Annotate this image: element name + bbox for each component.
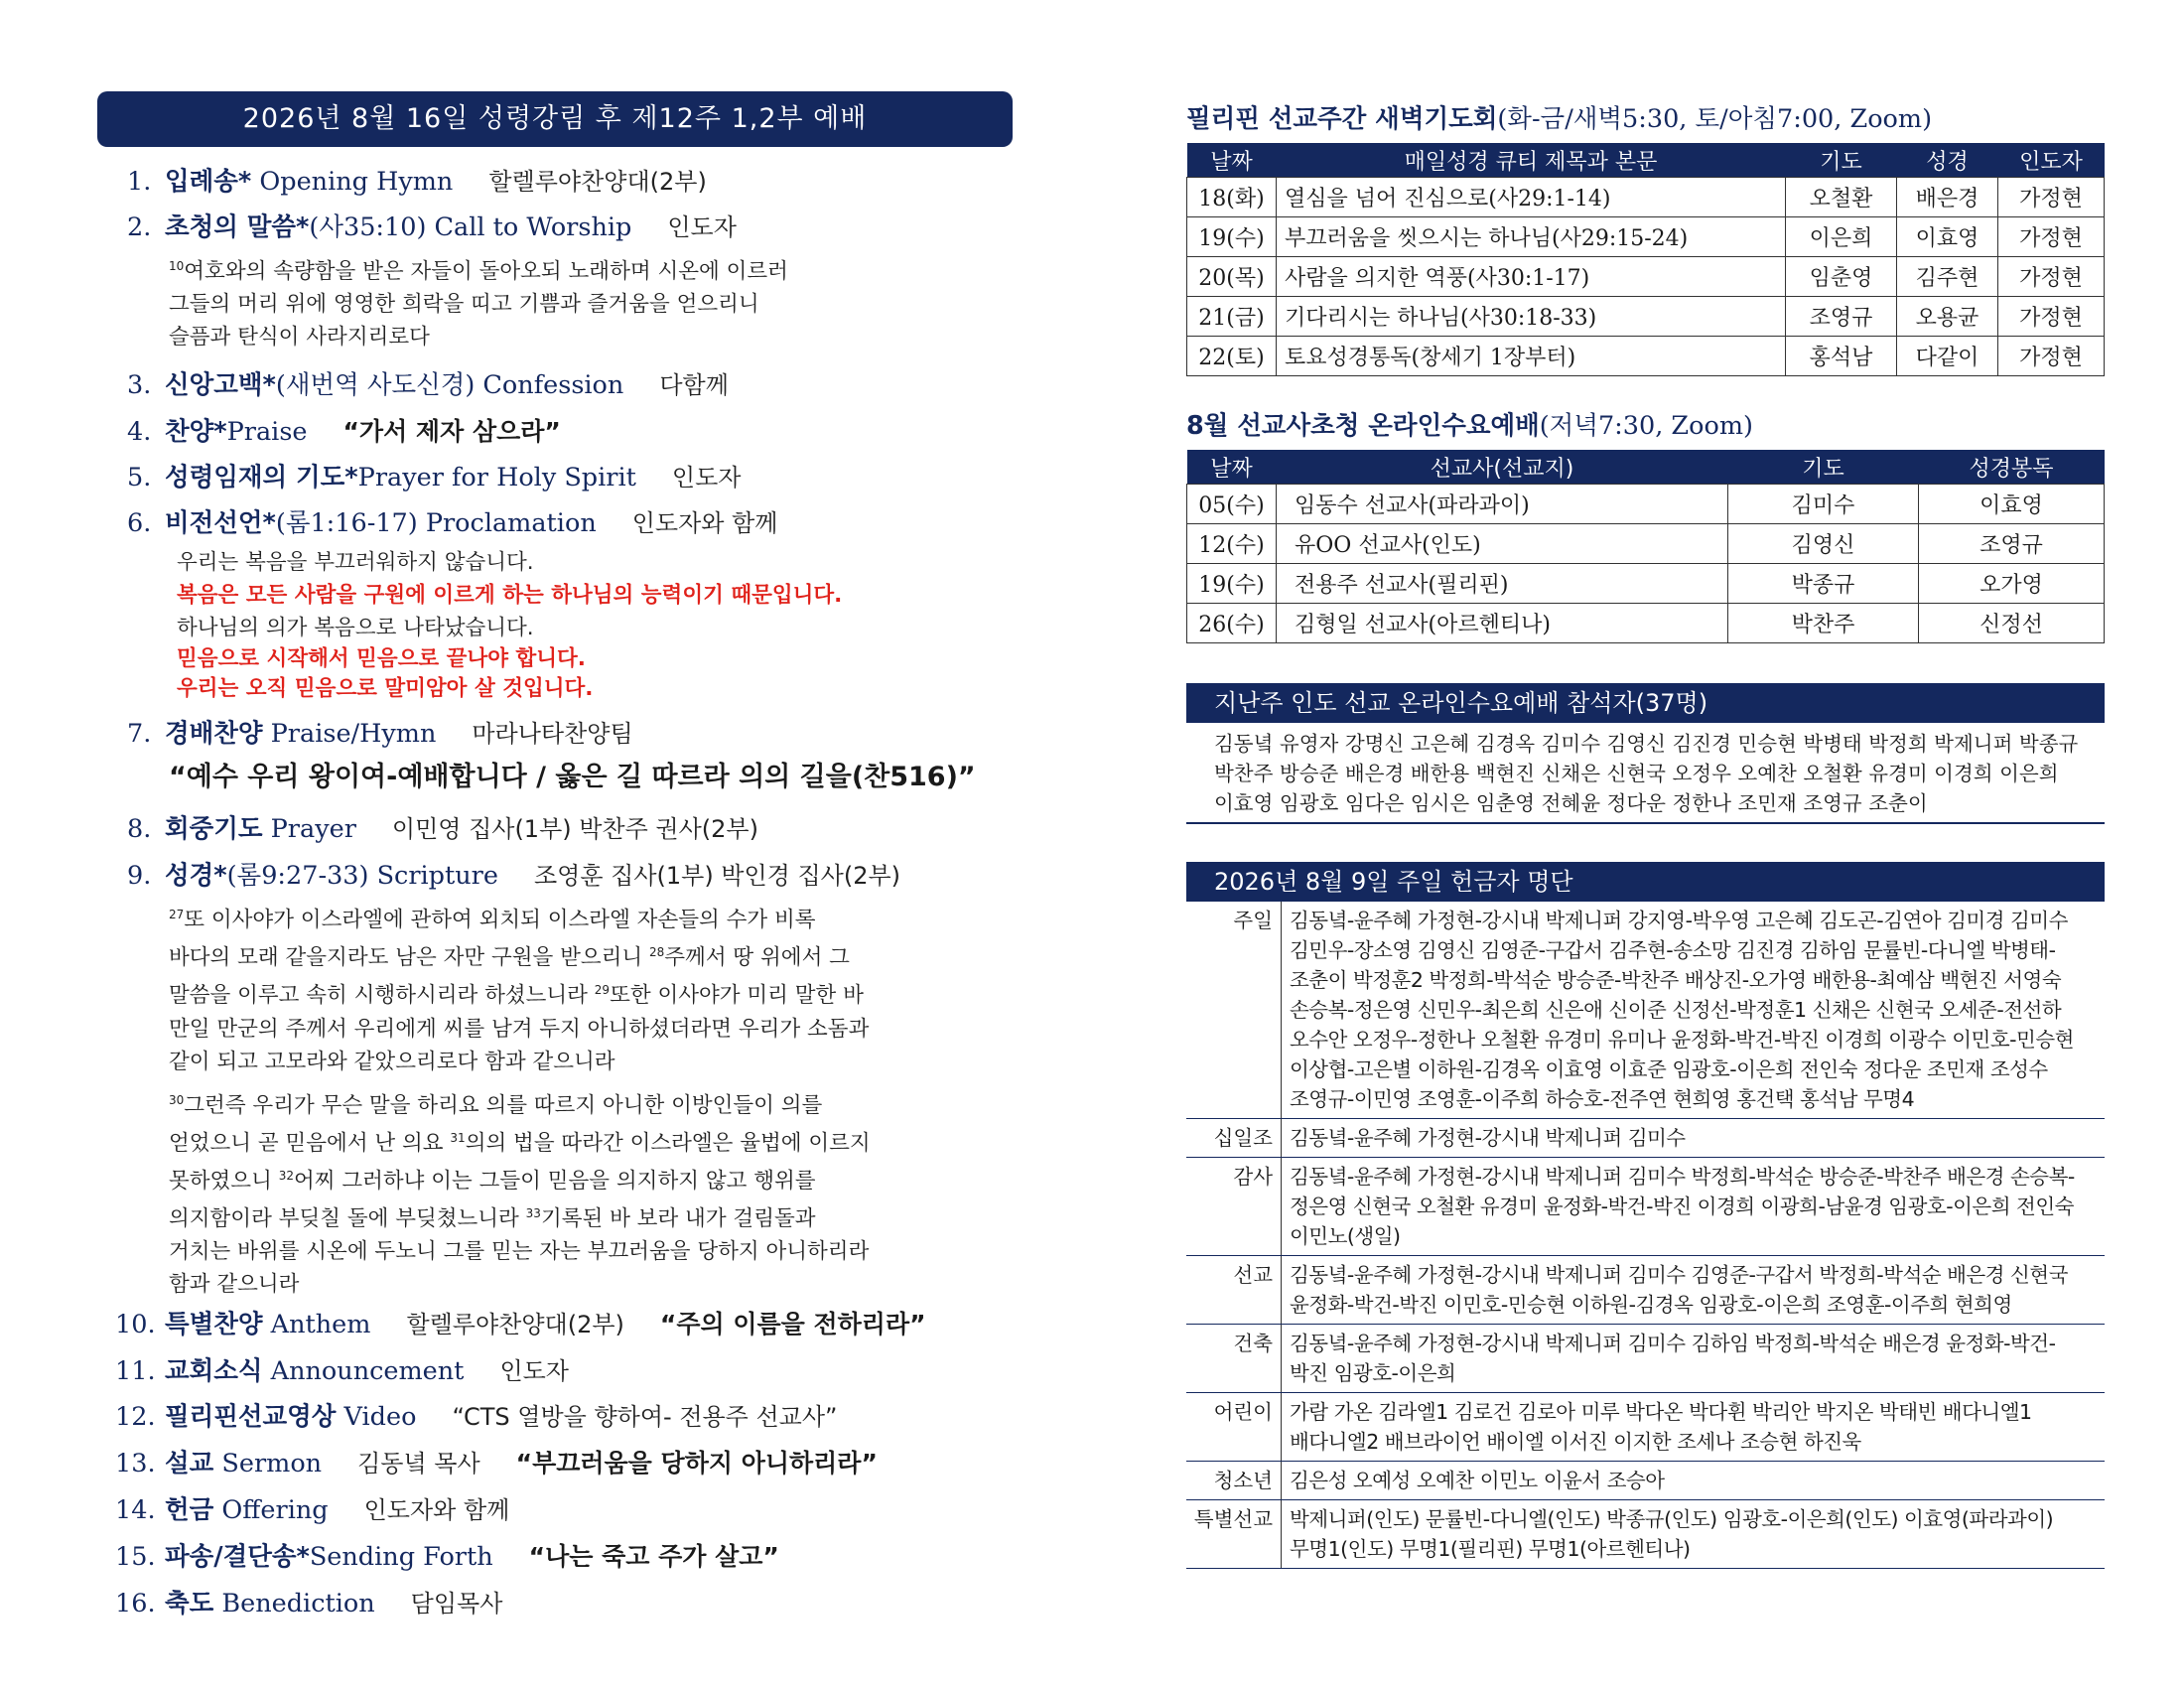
- table-cell: 가정현: [1998, 257, 2105, 297]
- worship-item: [115, 1533, 1013, 1581]
- item-english: Sermon: [213, 1449, 323, 1479]
- worship-item: [115, 1581, 1013, 1626]
- offering-row: [1186, 902, 2105, 1119]
- section-subtitle: (저녁7:30, Zoom): [1539, 411, 1753, 441]
- table-header-row: [1187, 143, 2105, 178]
- item-title: 필리핀선교영상: [165, 1402, 337, 1433]
- item-title: 경배찬양: [165, 719, 263, 750]
- announcements-column: [1186, 99, 2105, 1569]
- verse-number: 31: [450, 1130, 466, 1145]
- table-row: [1187, 337, 2105, 376]
- offering-row: [1186, 1119, 2105, 1158]
- item-title: 입례송*: [165, 167, 252, 197]
- table-cell: 19(수): [1187, 217, 1277, 257]
- item-title: 비전선언*: [165, 508, 276, 539]
- item-english: Prayer: [262, 814, 356, 845]
- item-leader: 담임목사: [410, 1590, 503, 1618]
- column-header: 기도: [1786, 143, 1897, 178]
- item-english: (롬1:16-17) Proclamation: [275, 508, 597, 539]
- worship-item: [127, 409, 1013, 455]
- text-line: 김동녘 유영자 강명신 고은혜 김경옥 김미수 김영신 김진경 민승현 박병태 박정희 박제니퍼 박종규: [1214, 732, 2079, 756]
- item-title: 특별찬양: [165, 1310, 263, 1340]
- item-title: 찬양*: [165, 417, 227, 448]
- table-cell: 배은경: [1897, 178, 1998, 217]
- item-number: 9.: [127, 861, 152, 892]
- item-leader: “CTS 열방을 향하여- 전용주 선교사”: [452, 1403, 838, 1432]
- text-line: 김동녘-윤주혜 가정현-강시내 박제니퍼 김미수 김영준-구갑서 박정희-박석순 배은경 신현국: [1290, 1263, 2068, 1287]
- item-number: 3.: [127, 370, 152, 401]
- item-title: 교회소식: [165, 1356, 263, 1387]
- text-line: 김동녘-윤주혜 가정현-강시내 박제니퍼 김미수 김하임 박정희-박석순 배은경 윤정화-박건-: [1290, 1332, 2056, 1355]
- text-line: 조춘이 박정훈2 박정희-박석순 방승준-박찬주 배상진-오가영 배한용-최예삼 백현진 서영숙: [1290, 968, 2062, 992]
- item-title: 성경*: [165, 861, 227, 892]
- table-cell: 김형일 선교사(아르헨티나): [1277, 604, 1728, 643]
- item-english: (롬9:27-33) Scripture: [226, 861, 498, 892]
- attendees-list: [1186, 723, 2105, 824]
- worship-item: [127, 710, 1013, 758]
- attendees-title: 지난주 인도 선교 온라인수요예배 참석자(37명): [1186, 683, 2105, 723]
- table-cell: 김미수: [1728, 485, 1919, 524]
- item-leader: “가서 제자 삼으라”: [342, 417, 561, 447]
- text-line: 이효영 임광호 임다은 임시은 임춘영 전혜윤 정다운 정한나 조민재 조영규 조춘이: [1214, 791, 1928, 815]
- worship-item: [127, 361, 1013, 409]
- offering-list: [1186, 902, 2105, 1569]
- item-english: Anthem: [262, 1310, 371, 1340]
- table-cell: 22(토): [1187, 337, 1277, 376]
- offering-names: [1282, 1462, 1665, 1499]
- item-number: 15.: [115, 1542, 156, 1573]
- text-line: 배다니엘2 배브라이언 배이엘 이서진 이지한 조세나 조승현 하진욱: [1290, 1430, 1861, 1454]
- table-cell: 박종규: [1728, 564, 1919, 604]
- item-leader: 이민영 집사(1부) 박찬주 권사(2부): [391, 815, 758, 844]
- scripture-text: [169, 899, 1013, 1301]
- vision-statement: [177, 546, 1013, 704]
- text-line: 슬픔과 탄식이 사라지리로다: [169, 325, 430, 351]
- item-leader: “나는 죽고 주가 살고”: [528, 1542, 779, 1572]
- table-row: [1187, 257, 2105, 297]
- table-cell: 26(수): [1187, 604, 1277, 643]
- text-line: 거치는 바위를 시온에 두노니 그를 믿는 자는 부끄러움을 당하지 아니하리라: [169, 1239, 870, 1265]
- table-row: [1187, 217, 2105, 257]
- table-cell: 부끄러움을 씻으시는 하나님(사29:15-24): [1277, 217, 1786, 257]
- offering-names: [1282, 1119, 1686, 1157]
- worship-item: [127, 805, 1013, 853]
- item-leader: 인도자: [671, 464, 742, 492]
- table-cell: 가정현: [1998, 297, 2105, 337]
- worship-item: [115, 1301, 1013, 1348]
- text-line: 못하였으니: [169, 1169, 279, 1195]
- text-line: 우리는 복음을 부끄러워하지 않습니다.: [177, 550, 534, 576]
- table-cell: 가정현: [1998, 337, 2105, 376]
- offering-category: 주일: [1186, 902, 1282, 1118]
- table-header-row: [1187, 450, 2105, 485]
- table-cell: 조영규: [1919, 524, 2105, 564]
- item-english: Benediction: [213, 1589, 375, 1619]
- text-line: 무명1(인도) 무명1(필리핀) 무명1(아르헨티나): [1290, 1537, 1691, 1561]
- item-number: 5.: [127, 463, 152, 493]
- table-cell: 이효영: [1897, 217, 1998, 257]
- offering-category: 특별선교: [1186, 1500, 1282, 1568]
- item-title: 회중기도: [165, 814, 263, 845]
- item-english: Announcement: [262, 1356, 465, 1387]
- item-english: Praise: [226, 417, 308, 448]
- text-line: 기록된 바 보라 내가 걸림돌과: [540, 1206, 816, 1232]
- call-to-worship-text: [169, 250, 1013, 353]
- text-line: 김민우-장소영 김영신 김영준-구갑서 김주현-송소망 김진경 김하임 문률빈-다니엘 박병태-: [1290, 938, 2056, 962]
- text-line: 그들의 머리 위에 영영한 희락을 띠고 기쁨과 즐거움을 얻으리니: [169, 292, 759, 318]
- text-line: 함과 같으니라: [169, 1272, 300, 1298]
- table-cell: 18(화): [1187, 178, 1277, 217]
- column-header: 성경봉독: [1919, 450, 2105, 485]
- text-line: 오수안 오정우-정한나 오철환 유경미 유미나 윤정화-박건-박진 이경희 이광수 이민호-민승현: [1290, 1028, 2074, 1052]
- section-title: 필리핀 선교주간 새벽기도회: [1186, 104, 1498, 134]
- verse-number: 30: [169, 1092, 185, 1107]
- worship-item: [127, 455, 1013, 500]
- text-line: 만일 만군의 주께서 우리에게 씨를 남겨 두지 아니하셨더라면 우리가 소돔과: [169, 1016, 870, 1042]
- worship-item: [127, 500, 1013, 546]
- offering-category: 감사: [1186, 1158, 1282, 1255]
- text-line: 같이 되고 고모라와 같았으리로다 함과 같으니라: [169, 1049, 615, 1074]
- text-line: 또 이사야가 이스라엘에 관하여 외치되 이스라엘 자손들의 수가 비록: [184, 908, 816, 933]
- item-leader: 김동녘 목사: [357, 1450, 480, 1478]
- item-quote: “부끄러움을 당하지 아니하리라”: [515, 1449, 878, 1478]
- text-line: 주께서 땅 위에서 그: [664, 945, 850, 971]
- worship-item: [127, 205, 1013, 250]
- section-title: 8월 선교사초청 온라인수요예배: [1186, 411, 1540, 441]
- verse-number: 33: [525, 1206, 541, 1221]
- text-line: 이민노(생일): [1290, 1224, 1401, 1248]
- table-cell: 박찬주: [1728, 604, 1919, 643]
- text-line: 박찬주 방승준 배은경 배한용 백현진 신채은 신현국 오정우 오예찬 오철환 유경미 이경희 이은희: [1214, 762, 2059, 785]
- item-number: 8.: [127, 814, 152, 845]
- item-english: Praise/Hymn: [262, 719, 437, 750]
- offering-names: [1282, 1393, 2032, 1461]
- worship-item: [115, 1394, 1013, 1440]
- table-cell: 오철환: [1786, 178, 1897, 217]
- item-title: 성령임재의 기도*: [165, 463, 358, 493]
- table-cell: 유OO 선교사(인도): [1277, 524, 1728, 564]
- table-cell: 임동수 선교사(파라과이): [1277, 485, 1728, 524]
- verse-number: 10: [169, 259, 185, 273]
- item-leader: 인도자와 함께: [631, 509, 778, 538]
- table-cell: 열심을 넘어 진심으로(사29:1-14): [1277, 178, 1786, 217]
- offering-names: [1282, 1158, 2075, 1255]
- item-leader: 인도자와 함께: [363, 1496, 510, 1525]
- column-header: 선교사(선교지): [1277, 450, 1728, 485]
- text-line: 손승복-정은영 신민우-최은희 신은애 신이준 신정선-박정훈1 신채은 신현국 오세준-전선하: [1290, 998, 2062, 1022]
- text-line: 말씀을 이루고 속히 시행하시리라 하셨느니라: [169, 983, 595, 1009]
- text-line: 또한 이사야가 미리 말한 바: [610, 983, 864, 1009]
- item-leader: 할렐루야찬양대(2부): [406, 1311, 624, 1339]
- column-header: 기도: [1728, 450, 1919, 485]
- text-line: 조영규-이민영 조영훈-이주희 하승호-전주연 현희영 홍건택 홍석남 무명4: [1290, 1087, 1915, 1111]
- item-title: 헌금: [165, 1495, 214, 1526]
- text-line: 김동녘-윤주혜 가정현-강시내 박제니퍼 김미수 박정희-박석순 방승준-박찬주 배은경 손승복-: [1290, 1165, 2075, 1189]
- item-english: Sending Forth: [309, 1542, 493, 1573]
- order-of-worship: [97, 91, 1013, 1626]
- item-english: Opening Hymn: [251, 167, 454, 197]
- item-number: 7.: [127, 719, 152, 750]
- item-title: 축도: [165, 1589, 214, 1619]
- offering-names: [1282, 902, 2074, 1118]
- item-number: 16.: [115, 1589, 156, 1619]
- table-cell: 이효영: [1919, 485, 2105, 524]
- table-cell: 오용균: [1897, 297, 1998, 337]
- item-title: 신앙고백*: [165, 370, 276, 401]
- worship-item: [115, 1348, 1013, 1394]
- item-leader: 조영훈 집사(1부) 박인경 집사(2부): [533, 862, 901, 891]
- table-cell: 가정현: [1998, 178, 2105, 217]
- text-line: 윤정화-박건-박진 이민호-민승현 이하원-김경옥 임광호-이은희 조영훈-이주희 현희영: [1290, 1293, 2012, 1317]
- verse-number: 32: [278, 1168, 294, 1183]
- item-number: 4.: [127, 417, 152, 448]
- verse-number: 27: [169, 908, 185, 922]
- item-title: 파송/결단송*: [165, 1542, 310, 1573]
- section-subtitle: (화-금/새벽5:30, 토/아침7:00, Zoom): [1497, 104, 1933, 134]
- table-cell: 12(수): [1187, 524, 1277, 564]
- table-cell: 김영신: [1728, 524, 1919, 564]
- item-number: 10.: [115, 1310, 156, 1340]
- offering-category: 선교: [1186, 1256, 1282, 1324]
- column-header: 날짜: [1187, 450, 1277, 485]
- table-row: [1187, 604, 2105, 643]
- column-header: 날짜: [1187, 143, 1277, 178]
- text-line: 정은영 신현국 오철환 유경미 윤정화-박건-박진 이경희 이광희-남윤경 임광호-이은희 전인숙: [1290, 1195, 2074, 1218]
- table-row: [1187, 485, 2105, 524]
- table-row: [1187, 564, 2105, 604]
- worship-item: [127, 159, 1013, 205]
- text-line: 얻었으니 곧 믿음에서 난 의요: [169, 1130, 451, 1156]
- text-line: 김동녘-윤주혜 가정현-강시내 박제니퍼 강지영-박우영 고은혜 김도곤-김연아 김미경 김미수: [1290, 909, 2068, 932]
- table-cell: 오가영: [1919, 564, 2105, 604]
- dawn-prayer-table: [1186, 143, 2105, 376]
- worship-item: [115, 1487, 1013, 1533]
- offering-category: 어린이: [1186, 1393, 1282, 1461]
- text-line-emphasis: 우리는 오직 믿음으로 말미암아 살 것입니다.: [177, 676, 594, 702]
- offering-row: [1186, 1462, 2105, 1500]
- item-leader: 인도자: [667, 213, 737, 241]
- column-header: 성경: [1897, 143, 1998, 178]
- text-line: 어찌 그러하냐 이는 그들이 믿음을 의지하지 않고 행위를: [293, 1169, 816, 1195]
- offering-category: 건축: [1186, 1325, 1282, 1392]
- offering-row: [1186, 1158, 2105, 1256]
- text-line-emphasis: 믿음으로 시작해서 믿음으로 끝나야 합니다.: [177, 646, 586, 672]
- offering-row: [1186, 1393, 2105, 1462]
- table-cell: 홍석남: [1786, 337, 1897, 376]
- table-cell: 20(목): [1187, 257, 1277, 297]
- worship-item: [115, 1440, 1013, 1487]
- item-leader: 인도자: [499, 1357, 569, 1386]
- item-english: Prayer for Holy Spirit: [357, 463, 636, 493]
- offering-title: 2026년 8월 9일 주일 헌금자 명단: [1186, 862, 2105, 902]
- table-cell: 05(수): [1187, 485, 1277, 524]
- text-line: 김동녘-윤주혜 가정현-강시내 박제니퍼 김미수: [1290, 1126, 1686, 1150]
- table-cell: 가정현: [1998, 217, 2105, 257]
- offering-category: 십일조: [1186, 1119, 1282, 1157]
- table-cell: 19(수): [1187, 564, 1277, 604]
- offering-names: [1282, 1325, 2056, 1392]
- table-cell: 21(금): [1187, 297, 1277, 337]
- item-number: 12.: [115, 1402, 156, 1433]
- table-cell: 신정선: [1919, 604, 2105, 643]
- text-line: 그런즉 우리가 무슨 말을 하리요 의를 따르지 아니한 이방인들이 의를: [184, 1092, 823, 1118]
- text-line: 의의 법을 따라간 이스라엘은 율법에 이르지: [465, 1130, 871, 1156]
- item-number: 14.: [115, 1495, 156, 1526]
- table-cell: 토요성경통독(창세기 1장부터): [1277, 337, 1786, 376]
- praise-songs: “예수 우리 왕이여-예배합니다 / 옳은 길 따르라 의의 길을(찬516)”: [169, 762, 976, 793]
- offering-category: 청소년: [1186, 1462, 1282, 1499]
- table-cell: 기다리시는 하나님(사30:18-33): [1277, 297, 1786, 337]
- verse-number: 29: [594, 983, 611, 998]
- worship-item: [127, 853, 1013, 899]
- text-line: 이상협-고은별 이하원-김경옥 이효영 이효준 임광호-이은희 전인숙 정다운 조민재 조성수: [1290, 1057, 2048, 1081]
- item-english: Offering: [213, 1495, 329, 1526]
- item-english: Video: [336, 1402, 417, 1433]
- text-line-emphasis: 복음은 모든 사람을 구원에 이르게 하는 하나님의 능력이기 때문입니다.: [177, 583, 843, 609]
- item-number: 6.: [127, 508, 152, 539]
- text-line: 가람 가온 김라엘1 김로건 김로아 미루 박다온 박다휜 박리안 박지온 박태빈 배다니엘1: [1290, 1400, 2032, 1424]
- table-cell: 조영규: [1786, 297, 1897, 337]
- text-line: 의지함이라 부딪칠 돌에 부딪쳤느니라: [169, 1206, 526, 1232]
- text-line: 김은성 오예성 오예찬 이민노 이윤서 조승아: [1290, 1469, 1665, 1492]
- item-title: 초청의 말씀*: [165, 212, 310, 242]
- offering-row: [1186, 1500, 2105, 1569]
- item-number: 13.: [115, 1449, 156, 1479]
- item-title: 설교: [165, 1449, 214, 1479]
- table-cell: 전용주 선교사(필리핀): [1277, 564, 1728, 604]
- table-cell: 이은희: [1786, 217, 1897, 257]
- offering-names: [1282, 1500, 2053, 1568]
- worship-banner: 2026년 8월 16일 성령강림 후 제12주 1,2부 예배: [97, 91, 1013, 147]
- column-header: 매일성경 큐티 제목과 본문: [1277, 143, 1786, 178]
- text-line: 박제니퍼(인도) 문률빈-다니엘(인도) 박종규(인도) 임광호-이은희(인도) 이효영(파라과이): [1290, 1507, 2054, 1531]
- text-line: 박진 임광호-이은희: [1290, 1361, 1456, 1385]
- item-number: 11.: [115, 1356, 156, 1387]
- item-leader: 다함께: [659, 371, 729, 400]
- offering-names: [1282, 1256, 2068, 1324]
- table-cell: 다같이: [1897, 337, 1998, 376]
- table-row: [1187, 524, 2105, 564]
- text-line: 바다의 모래 같을지라도 남은 자만 구원을 받으리니: [169, 945, 649, 971]
- table-cell: 임춘영: [1786, 257, 1897, 297]
- item-quote: “주의 이름을 전하리라”: [659, 1310, 926, 1339]
- table-cell: 사람을 의지한 역풍(사30:1-17): [1277, 257, 1786, 297]
- mission-service-table: [1186, 450, 2105, 643]
- dawn-prayer-title: [1186, 99, 2105, 135]
- column-header: 인도자: [1998, 143, 2105, 178]
- table-cell: 김주현: [1897, 257, 1998, 297]
- mission-service-title: [1186, 406, 2105, 442]
- table-row: [1187, 178, 2105, 217]
- item-number: 2.: [127, 212, 152, 242]
- table-row: [1187, 297, 2105, 337]
- offering-row: [1186, 1325, 2105, 1393]
- item-number: 1.: [127, 167, 152, 197]
- verse-number: 28: [649, 945, 665, 960]
- item-english: (사35:10) Call to Worship: [309, 212, 632, 242]
- text-line: 여호와의 속량함을 받은 자들이 돌아오되 노래하며 시온에 이르러: [184, 259, 788, 285]
- item-leader: 할렐루야찬양대(2부): [488, 168, 707, 196]
- item-english: (새번역 사도신경) Confession: [275, 370, 624, 401]
- item-leader: 마라나타찬양팀: [472, 720, 633, 749]
- offering-row: [1186, 1256, 2105, 1325]
- text-line: 하나님의 의가 복음으로 나타났습니다.: [177, 616, 534, 641]
